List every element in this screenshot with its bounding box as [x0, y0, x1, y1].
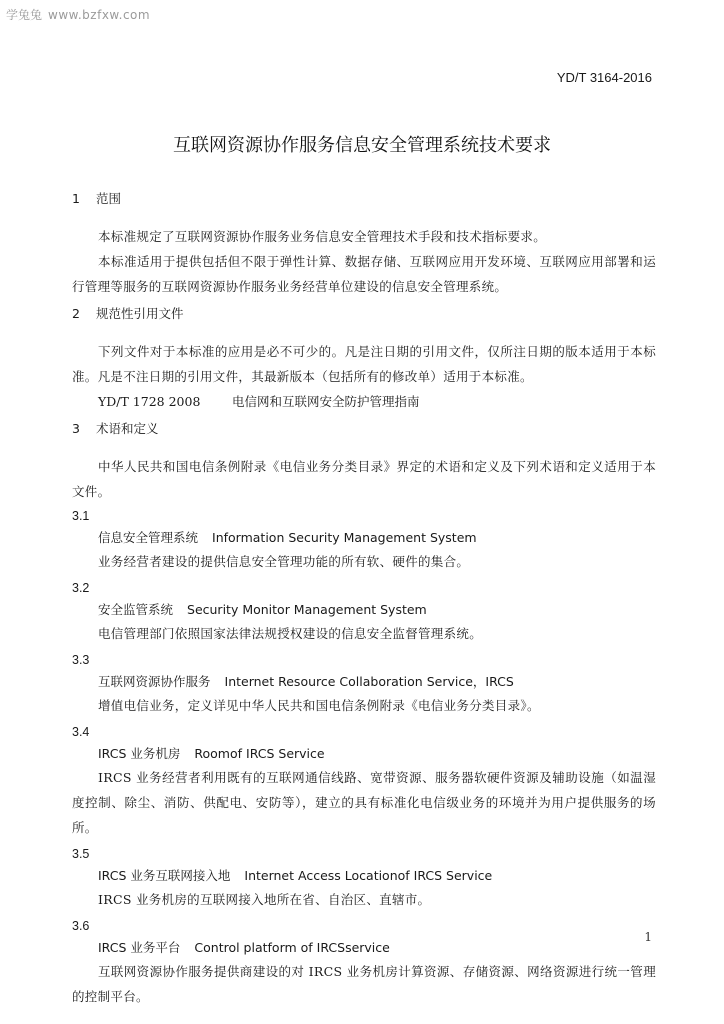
term-definition: IRCS 业务经营者利用既有的互联网通信线路、宽带资源、服务器软硬件资源及辅助设施（如温湿度控制、除尘、消防、供配电、安防等），建立的具有标准化电信级业务的环境并为用户提供服务的场所。: [72, 770, 656, 835]
term-number: 3.1: [72, 509, 90, 523]
page-number: 1: [644, 930, 652, 944]
section-title: 术语和定义: [96, 421, 159, 436]
section-title: 规范性引用文件: [96, 306, 184, 321]
references-paragraph: 下列文件对于本标准的应用是必不可少的。凡是注日期的引用文件，仅所注日期的版本适用于本标准。凡是不注日期的引用文件，其最新版本（包括所有的修改单）适用于本标准。: [72, 344, 656, 384]
term-number: 3.5: [72, 847, 90, 861]
term-number: 3.6: [72, 919, 90, 933]
term-name: [72, 671, 656, 693]
watermark-site: www.bzfxw.com: [48, 8, 151, 22]
term-entry: [72, 506, 656, 574]
term-definition: 业务经营者建设的提供信息安全管理功能的所有软、硬件的集合。: [98, 554, 470, 569]
term-entry: [72, 650, 656, 718]
term-definition: 增值电信业务，定义详见中华人民共和国电信条例附录《电信业务分类目录》。: [98, 698, 540, 713]
standard-code: YD/T 3164-2016: [556, 70, 652, 85]
reference-entry: [72, 389, 656, 414]
term-number: 3.2: [72, 581, 90, 595]
section-heading-terms: [72, 420, 656, 438]
term-name-cn: 互联网资源协作服务: [98, 674, 211, 689]
watermark: [6, 6, 150, 23]
document-title: 互联网资源协作服务信息安全管理系统技术要求: [173, 135, 551, 156]
scope-paragraph: 本标准规定了互联网资源协作服务业务信息安全管理技术手段和技术指标要求。: [98, 229, 547, 244]
term-name: [72, 527, 656, 549]
term-entry: [72, 722, 656, 840]
term-name-cn: IRCS 业务互联网接入地: [98, 868, 231, 883]
term-name-en: Roomof IRCS Service: [194, 746, 325, 761]
term-name: [72, 865, 656, 887]
term-entry: [72, 844, 656, 912]
section-number: 3: [72, 421, 80, 436]
document-body: [72, 190, 656, 1013]
watermark-brand: 学兔兔: [6, 8, 43, 22]
term-name-cn: IRCS 业务平台: [98, 940, 181, 955]
term-name: [72, 743, 656, 765]
reference-title: 电信网和互联网安全防护管理指南: [232, 394, 420, 409]
term-entry: [72, 916, 656, 1009]
term-definition: 互联网资源协作服务提供商建设的对 IRCS 业务机房计算资源、存储资源、网络资源进行统一管理的控制平台。: [72, 964, 656, 1004]
term-entry: [72, 578, 656, 646]
term-name-cn: 信息安全管理系统: [98, 530, 199, 545]
references-body: [72, 339, 656, 414]
term-name-cn: IRCS 业务机房: [98, 746, 181, 761]
reference-code: YD/T 1728 2008: [98, 394, 201, 409]
term-name: [72, 937, 656, 959]
section-number: 2: [72, 306, 80, 321]
term-number: 3.3: [72, 653, 90, 667]
term-name-en: Control platform of IRCSservice: [194, 940, 390, 955]
terms-intro: 中华人民共和国电信条例附录《电信业务分类目录》界定的术语和定义及下列术语和定义适用于本文件。: [72, 459, 656, 499]
scope-paragraph: 本标准适用于提供包括但不限于弹性计算、数据存储、互联网应用开发环境、互联网应用部署和运行管理等服务的互联网资源协作服务业务经营单位建设的信息安全管理系统。: [72, 254, 656, 294]
scope-body: [72, 224, 656, 299]
term-name: [72, 599, 656, 621]
term-name-en: Security Monitor Management System: [187, 602, 427, 617]
term-name-en: Internet Resource Collaboration Service，IRCS: [224, 674, 514, 689]
section-heading-scope: [72, 190, 656, 208]
term-number: 3.4: [72, 725, 90, 739]
term-name-cn: 安全监管系统: [98, 602, 174, 617]
section-title: 范围: [96, 191, 122, 206]
term-name-en: Internet Access Locationof IRCS Service: [244, 868, 493, 883]
term-definition: 电信管理部门依照国家法律法规授权建设的信息安全监督管理系统。: [98, 626, 483, 641]
section-number: 1: [72, 191, 80, 206]
section-heading-references: [72, 305, 656, 323]
term-name-en: Information Security Management System: [212, 530, 477, 545]
term-definition: IRCS 业务机房的互联网接入地所在省、自治区、直辖市。: [98, 892, 431, 907]
